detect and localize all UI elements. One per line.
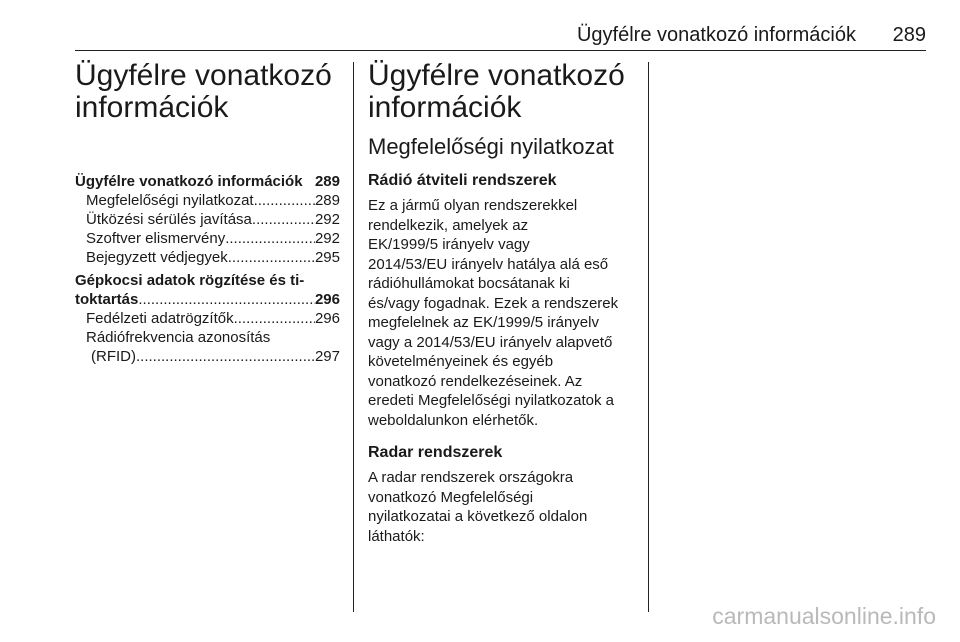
toc-entry[interactable] <box>75 248 340 267</box>
section-title <box>368 60 638 124</box>
toc-entry[interactable] <box>75 172 340 191</box>
toc-page: 297 <box>314 348 340 365</box>
column-divider <box>648 62 649 612</box>
section-title-line2: információk <box>368 91 522 124</box>
toc-label: Gépkocsi adatok rögzítése és ti- <box>75 272 305 289</box>
toc-entry[interactable] <box>75 271 340 309</box>
subheading-radar: Radar rendszerek <box>368 444 503 461</box>
chapter-title-line1: Ügyfélre vonatkozó <box>75 59 332 92</box>
toc-label: (RFID) <box>91 348 136 365</box>
toc-page: 296 <box>314 291 340 308</box>
toc-leader <box>228 248 315 267</box>
toc-label: Szoftver elismervény <box>86 230 226 247</box>
page-header <box>75 22 926 52</box>
header-title: Ügyfélre vonatkozó információk <box>576 24 856 46</box>
toc-page: 292 <box>314 211 340 228</box>
toc-leader <box>252 210 315 229</box>
header-rule <box>75 50 926 51</box>
toc-page: 296 <box>314 310 340 327</box>
subsection-heading: Megfelelőségi nyilatkozat <box>368 134 614 159</box>
toc-leader <box>234 309 315 328</box>
column-divider <box>353 62 354 612</box>
middle-column <box>368 60 638 546</box>
toc-leader <box>136 347 315 366</box>
toc-page: 289 <box>314 192 340 209</box>
toc-entry[interactable] <box>75 191 340 210</box>
toc-label: Rádiófrekvencia azonosítás <box>86 329 271 346</box>
toc-entry[interactable] <box>75 229 340 248</box>
toc-leader <box>225 229 315 248</box>
toc-leader <box>254 191 315 210</box>
toc-label: Ügyfélre vonatkozó információk <box>75 173 303 190</box>
toc-leader <box>138 290 315 309</box>
paragraph-radio: Ez a jármű olyan rendszerekkel rendelkezik, amelyek az EK/1999/5 irányelv vagy 2014/53/EU irányelv hatálya alá eső rádióhullámokat bocsátanak ki és/vagy fogadnak. Ezek a rendszerek megfelelnek az EK/1999/5 irányelv vagy a 2014/53/EU irányelv alapvető követelményeinek és egyéb vonatkozó rendelkezéseinek. Az eredeti Megfelelőségi nyilatkozatok a weboldalunkon elérhetők. <box>368 197 619 429</box>
chapter-title-line2: információk <box>75 91 229 124</box>
chapter-title <box>75 60 340 124</box>
toc-entry[interactable] <box>75 309 340 328</box>
toc-label: toktartás <box>75 291 139 308</box>
toc-entry[interactable] <box>75 210 340 229</box>
toc-page: 289 <box>314 173 340 190</box>
subheading-radio: Rádió átviteli rendszerek <box>368 172 557 189</box>
toc-label: Fedélzeti adatrögzítők <box>86 310 234 327</box>
left-column <box>75 60 340 366</box>
page-number: 289 <box>892 24 926 46</box>
toc-label: Ütközési sérülés javítása <box>86 211 252 228</box>
watermark: carmanualsonline.info <box>712 603 936 629</box>
toc-page: 292 <box>314 230 340 247</box>
table-of-contents <box>75 172 340 366</box>
section-title-line1: Ügyfélre vonatkozó <box>368 59 625 92</box>
toc-label: Megfelelőségi nyilatkozat <box>86 192 254 209</box>
toc-entry[interactable] <box>75 328 340 366</box>
paragraph-radar: A radar rendszerek országokra vonatkozó Megfelelőségi nyilatkozatai a következő oldalon láthatók: <box>368 469 588 545</box>
toc-page: 295 <box>314 249 340 266</box>
toc-label: Bejegyzett védjegyek <box>86 249 228 266</box>
